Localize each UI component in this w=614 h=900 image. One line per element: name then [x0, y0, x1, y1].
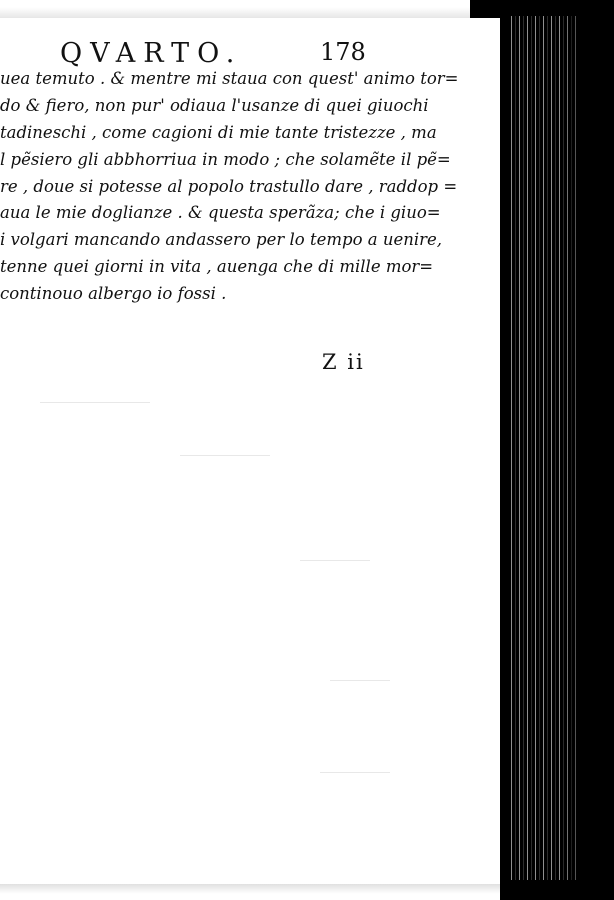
text-line: tadineschi , come cagioni di mie tante tristezze , ma — [0, 122, 437, 142]
text-line: aua le mie doglianze . & questa sperãza; che i giuo= — [0, 203, 441, 223]
running-head-title: QVARTO. — [60, 38, 243, 69]
text-line: tenne quei giorni in vita , auenga che di mille mor= — [0, 257, 434, 277]
signature-mark: Z ii — [322, 350, 365, 374]
text-line: uea temuto . & mentre mi staua con quest' animo tor= — [0, 69, 459, 88]
text-line: do & fiero, non pur' odiaua l'usanze di quei giuochi — [0, 95, 429, 115]
bleed-through-mark — [40, 402, 150, 403]
bleed-through-mark — [320, 772, 390, 773]
bleed-through-mark — [300, 560, 370, 561]
bottom-corner-shadow — [500, 880, 614, 900]
bleed-through-mark — [330, 680, 390, 681]
text-line: i volgari mancando andassero per lo tempo a uenire, — [0, 230, 443, 250]
page-number: 178 — [320, 38, 366, 66]
bleed-through-mark — [180, 455, 270, 456]
text-line: re , doue si potesse al popolo trastullo dare , raddop = — [0, 176, 458, 196]
book-edge-shadow — [560, 0, 614, 900]
text-line: l pẽsiero gli abbhorriua in modo ; che solamẽte il pẽ= — [0, 149, 451, 169]
body-text — [0, 66, 459, 308]
text-line: continouo albergo io fossi . — [0, 284, 227, 304]
